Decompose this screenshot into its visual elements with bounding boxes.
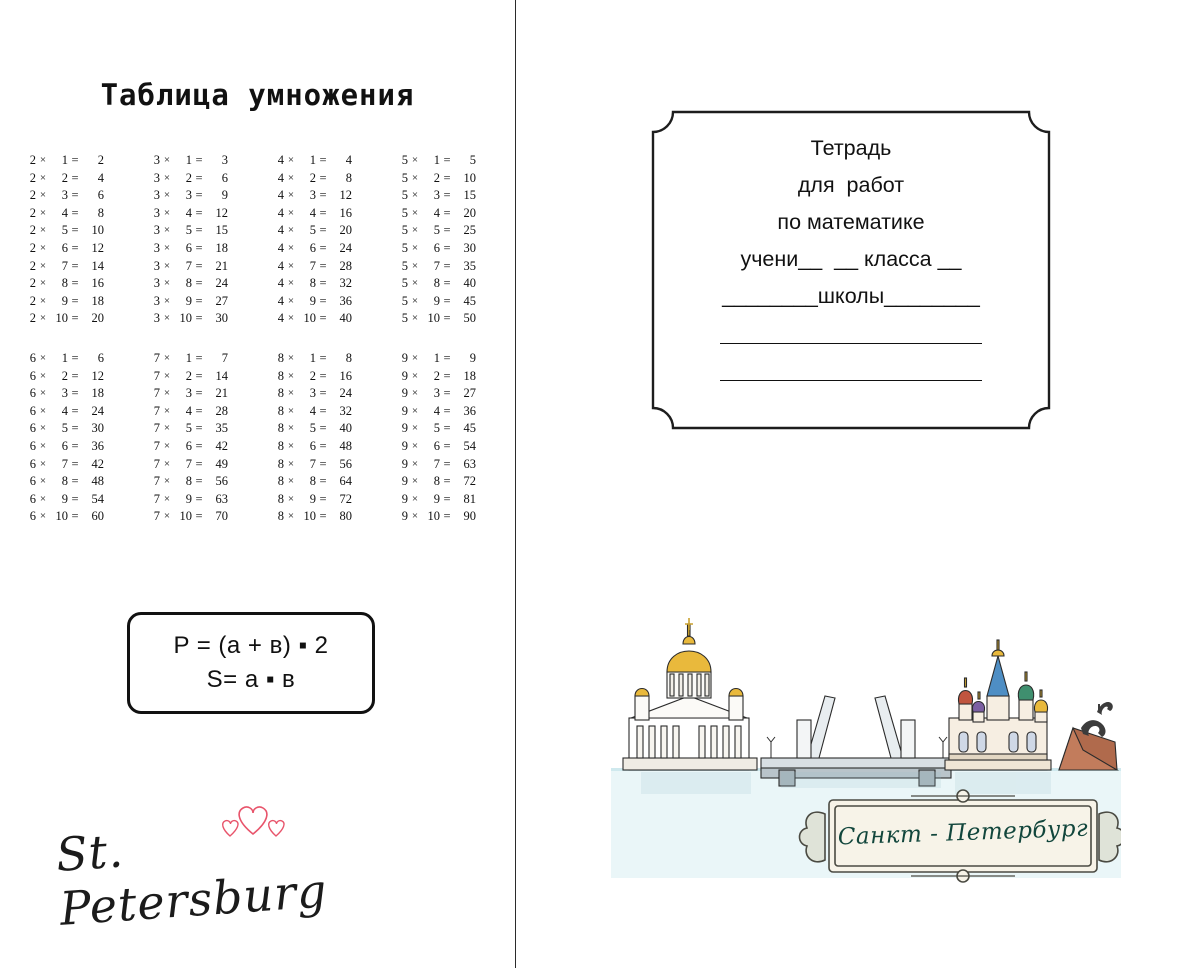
multiplication-row: 9 × 10 = 90 bbox=[401, 509, 476, 524]
multiplication-row: 2 × 6 = 12 bbox=[29, 240, 104, 255]
multiplication-row: 5 × 2 = 10 bbox=[401, 170, 476, 185]
multiplication-row: 3 × 5 = 15 bbox=[153, 223, 228, 238]
multiplication-block-6 bbox=[20, 350, 144, 526]
multiplication-row: 9 × 7 = 63 bbox=[401, 456, 476, 471]
multiplication-row: 4 × 1 = 4 bbox=[277, 153, 352, 167]
multiplication-row: 6 × 9 = 54 bbox=[29, 491, 104, 506]
multiplication-row: 5 × 3 = 15 bbox=[401, 188, 476, 203]
multiplication-row: 6 × 1 = 6 bbox=[29, 350, 104, 365]
multiplication-row: 5 × 9 = 45 bbox=[401, 293, 476, 308]
multiplication-row: 9 × 9 = 81 bbox=[401, 491, 476, 506]
multiplication-row: 9 × 2 = 18 bbox=[401, 368, 476, 383]
multiplication-row: 7 × 7 = 49 bbox=[153, 456, 228, 471]
multiplication-row: 8 × 10 = 80 bbox=[277, 509, 352, 524]
multiplication-row: 2 × 10 = 20 bbox=[29, 311, 104, 326]
multiplication-row: 9 × 8 = 72 bbox=[401, 474, 476, 489]
multiplication-block-2 bbox=[20, 152, 144, 328]
multiplication-row: 4 × 9 = 36 bbox=[277, 293, 352, 308]
label-line-5[interactable]: ________школы________ bbox=[722, 284, 980, 308]
multiplication-row: 6 × 10 = 60 bbox=[29, 509, 104, 524]
multiplication-row: 5 × 1 = 5 bbox=[401, 153, 476, 167]
multiplication-row: 8 × 1 = 8 bbox=[277, 350, 352, 365]
multiplication-row: 8 × 5 = 40 bbox=[277, 421, 352, 436]
multiplication-block-7 bbox=[144, 350, 268, 526]
right-cover-panel bbox=[516, 0, 1181, 968]
multiplication-row: 8 × 3 = 24 bbox=[277, 386, 352, 401]
multiplication-row: 5 × 5 = 25 bbox=[401, 223, 476, 238]
formula-box bbox=[127, 612, 375, 714]
multiplication-row: 8 × 8 = 64 bbox=[277, 474, 352, 489]
multiplication-row: 2 × 9 = 18 bbox=[29, 293, 104, 308]
multiplication-row: 8 × 6 = 48 bbox=[277, 438, 352, 453]
multiplication-row: 8 × 9 = 72 bbox=[277, 491, 352, 506]
multiplication-row: 9 × 1 = 9 bbox=[401, 350, 476, 365]
multiplication-block-8 bbox=[268, 350, 392, 526]
multiplication-row: 6 × 7 = 42 bbox=[29, 456, 104, 471]
multiplication-row: 3 × 2 = 6 bbox=[153, 170, 228, 185]
multiplication-row: 5 × 4 = 20 bbox=[401, 205, 476, 220]
city-banner-label bbox=[829, 797, 1097, 869]
multiplication-row: 5 × 6 = 30 bbox=[401, 240, 476, 255]
multiplication-row: 9 × 4 = 36 bbox=[401, 403, 476, 418]
label-blank-line-2[interactable] bbox=[651, 352, 1051, 389]
multiplication-block-3 bbox=[144, 152, 268, 328]
multiplication-row: 3 × 4 = 12 bbox=[153, 205, 228, 220]
multiplication-row: 4 × 3 = 12 bbox=[277, 188, 352, 203]
multiplication-row: 4 × 6 = 24 bbox=[277, 240, 352, 255]
label-line-1: Тетрадь bbox=[810, 136, 892, 160]
multiplication-row: 6 × 2 = 12 bbox=[29, 368, 104, 383]
multiplication-row: 6 × 8 = 48 bbox=[29, 474, 104, 489]
multiplication-row: 7 × 1 = 7 bbox=[153, 350, 228, 365]
multiplication-row: 5 × 10 = 50 bbox=[401, 311, 476, 326]
multiplication-row: 7 × 4 = 28 bbox=[153, 403, 228, 418]
multiplication-row: 3 × 3 = 9 bbox=[153, 188, 228, 203]
multiplication-row: 3 × 9 = 27 bbox=[153, 293, 228, 308]
multiplication-block-4 bbox=[268, 152, 392, 328]
city-skyline-svg bbox=[611, 600, 1121, 925]
multiplication-row: 7 × 10 = 70 bbox=[153, 509, 228, 524]
multiplication-row: 4 × 10 = 40 bbox=[277, 311, 352, 326]
label-line-4[interactable]: учени__ __ класса __ bbox=[740, 247, 962, 271]
multiplication-row: 7 × 5 = 35 bbox=[153, 421, 228, 436]
multiplication-row: 5 × 7 = 35 bbox=[401, 258, 476, 273]
multiplication-row: 2 × 1 = 2 bbox=[29, 153, 104, 167]
multiplication-row: 2 × 5 = 10 bbox=[29, 223, 104, 238]
multiplication-row: 3 × 7 = 21 bbox=[153, 258, 228, 273]
multiplication-row: 2 × 2 = 4 bbox=[29, 170, 104, 185]
multiplication-row: 2 × 4 = 8 bbox=[29, 205, 104, 220]
multiplication-row: 4 × 8 = 32 bbox=[277, 276, 352, 291]
multiplication-row: 6 × 4 = 24 bbox=[29, 403, 104, 418]
perimeter-formula: P = (a + в) ▪ 2 bbox=[173, 632, 329, 659]
multiplication-block-5 bbox=[392, 152, 516, 328]
left-cover-panel bbox=[0, 0, 515, 968]
multiplication-row: 3 × 6 = 18 bbox=[153, 240, 228, 255]
multiplication-row: 8 × 7 = 56 bbox=[277, 456, 352, 471]
label-line-2: для работ bbox=[797, 173, 905, 197]
multiplication-row: 4 × 5 = 20 bbox=[277, 223, 352, 238]
multiplication-row: 7 × 8 = 56 bbox=[153, 474, 228, 489]
multiplication-row: 3 × 10 = 30 bbox=[153, 311, 228, 326]
multiplication-row: 6 × 6 = 36 bbox=[29, 438, 104, 453]
city-illustration bbox=[611, 600, 1121, 925]
multiplication-row: 9 × 6 = 54 bbox=[401, 438, 476, 453]
multiplication-row: 6 × 3 = 18 bbox=[29, 386, 104, 401]
area-formula: S= a ▪ в bbox=[206, 666, 296, 693]
st-petersburg-logo bbox=[54, 800, 388, 936]
multiplication-row: 9 × 5 = 45 bbox=[401, 421, 476, 436]
label-line-3: по математике bbox=[777, 210, 925, 234]
multiplication-row: 4 × 4 = 16 bbox=[277, 205, 352, 220]
city-banner-text: Санкт - Петербург bbox=[837, 815, 1089, 851]
logo-script-text: St. Petersburg bbox=[54, 823, 330, 936]
multiplication-row: 2 × 3 = 6 bbox=[29, 188, 104, 203]
multiplication-row: 9 × 3 = 27 bbox=[401, 386, 476, 401]
multiplication-row: 7 × 6 = 42 bbox=[153, 438, 228, 453]
multiplication-row: 7 × 2 = 14 bbox=[153, 368, 228, 383]
label-blank-line-1[interactable] bbox=[651, 315, 1051, 352]
multiplication-row: 4 × 7 = 28 bbox=[277, 258, 352, 273]
multiplication-row: 7 × 9 = 63 bbox=[153, 491, 228, 506]
saint-isaacs-cathedral bbox=[623, 618, 757, 770]
church-on-spilled-blood bbox=[945, 640, 1051, 770]
multiplication-row: 8 × 4 = 32 bbox=[277, 403, 352, 418]
multiplication-tables bbox=[20, 152, 515, 526]
multiplication-block-9 bbox=[392, 350, 516, 526]
page-title: Таблица умножения bbox=[100, 78, 415, 112]
multiplication-row: 2 × 7 = 14 bbox=[29, 258, 104, 273]
multiplication-row: 6 × 5 = 30 bbox=[29, 421, 104, 436]
multiplication-row: 7 × 3 = 21 bbox=[153, 386, 228, 401]
multiplication-row: 8 × 2 = 16 bbox=[277, 368, 352, 383]
multiplication-row: 3 × 8 = 24 bbox=[153, 276, 228, 291]
multiplication-row: 4 × 2 = 8 bbox=[277, 170, 352, 185]
title-label-text bbox=[651, 130, 1051, 389]
multiplication-row: 5 × 8 = 40 bbox=[401, 276, 476, 291]
bronze-horseman-monument bbox=[1059, 702, 1117, 770]
multiplication-row: 3 × 1 = 3 bbox=[153, 153, 228, 167]
multiplication-row: 2 × 8 = 16 bbox=[29, 276, 104, 291]
